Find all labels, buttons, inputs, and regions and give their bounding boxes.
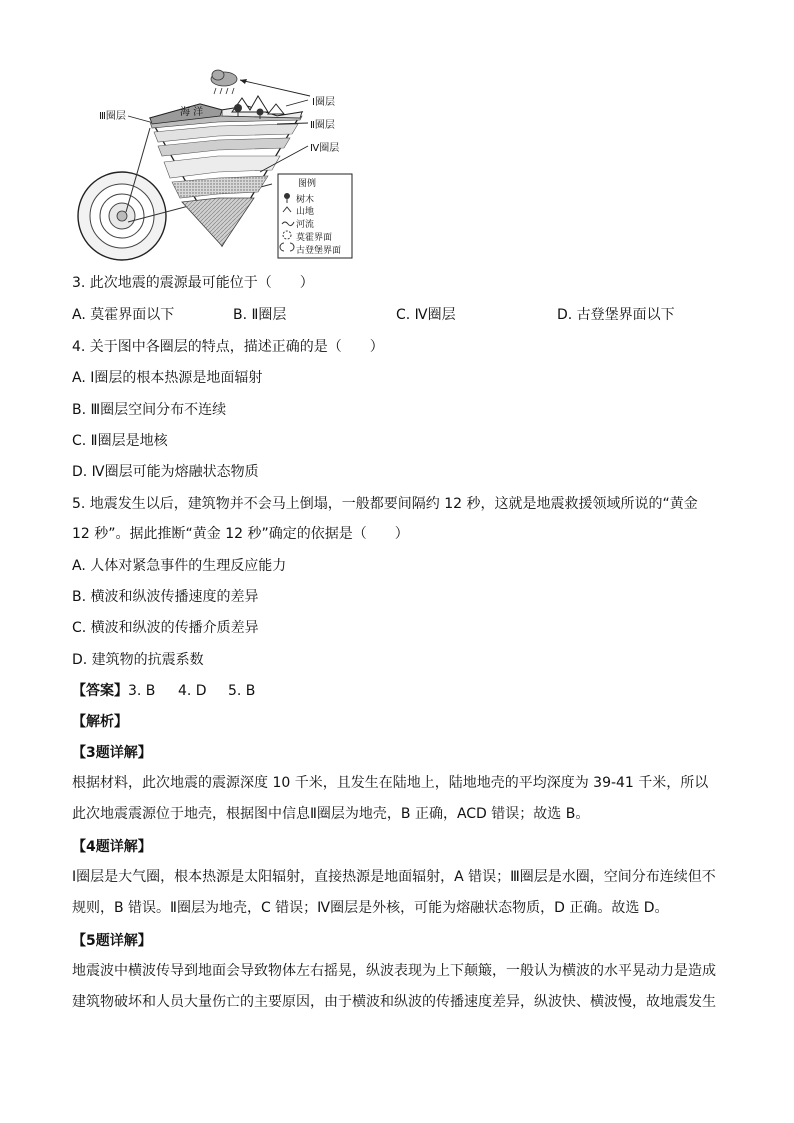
legend-title: 图例 <box>298 179 317 189</box>
question-3-option-c: C. Ⅳ圈层 <box>396 307 456 323</box>
layer2-label: Ⅱ圈层 <box>310 120 335 131</box>
ocean-label: 海 洋 <box>180 107 204 118</box>
question-5-option-b: B. 横波和纵波传播速度的差异 <box>72 589 259 605</box>
layer1-label: Ⅰ圈层 <box>312 97 335 108</box>
legend-item-river: 河流 <box>296 220 315 230</box>
answer-4: 4. D <box>178 683 207 699</box>
question-5-option-c: C. 横波和纵波的传播介质差异 <box>72 620 259 636</box>
question-3-stem: 3. 此次地震的震源最可能位于（ ） <box>72 275 314 291</box>
question-4-option-b: B. Ⅲ圈层空间分布不连续 <box>72 402 227 418</box>
legend-item-mountain: 山地 <box>296 207 315 217</box>
question-4-option-c: C. Ⅱ圈层是地核 <box>72 433 168 449</box>
detail-5-heading: 【5题详解】 <box>72 933 152 949</box>
layer3-label: Ⅲ圈层 <box>99 111 126 122</box>
question-4-option-a: A. Ⅰ圈层的根本热源是地面辐射 <box>72 370 263 386</box>
detail-4-text: Ⅰ圈层是大气圈，根本热源是太阳辐射，直接热源是地面辐射，A 错误；Ⅲ圈层是水圈，空间分布连续但不规则，B 错误。Ⅱ圈层为地壳，C 错误；Ⅳ圈层是外核，可能为熔融状态物质，D 正确。故选 D。 <box>72 869 716 916</box>
answer-3: 3. B <box>128 683 156 699</box>
question-3-option-a: A. 莫霍界面以下 <box>72 307 175 323</box>
layer4-label: Ⅳ圈层 <box>310 143 340 154</box>
earth-layers-figure <box>72 66 362 262</box>
answer-label: 【答案】 <box>72 683 128 699</box>
question-5-option-a: A. 人体对紧急事件的生理反应能力 <box>72 558 287 574</box>
cloud-icon <box>211 70 237 94</box>
detail-3-heading: 【3题详解】 <box>72 745 152 761</box>
question-5-stem-line2: 12 秒”。据此推断“黄金 12 秒”确定的依据是（ ） <box>72 526 409 542</box>
question-5-stem-line1: 5. 地震发生以后，建筑物并不会马上倒塌，一般都要间隔约 12 秒，这就是地震救援领域所说的“黄金 <box>72 496 698 512</box>
question-5-option-d: D. 建筑物的抗震系数 <box>72 652 204 668</box>
question-4-option-d: D. Ⅳ圈层可能为熔融状态物质 <box>72 464 259 480</box>
legend-item-gutenberg: 古登堡界面 <box>296 246 342 256</box>
detail-5-text: 地震波中横波传导到地面会导致物体左右摇晃，纵波表现为上下颠簸，一般认为横波的水平晃动力是造成建筑物破坏和人员大量伤亡的主要原因，由于横波和纵波的传播速度差异，纵波快、横波慢，故地震发生 <box>72 963 716 1010</box>
question-3-option-b: B. Ⅱ圈层 <box>233 307 287 323</box>
analysis-label: 【解析】 <box>72 714 128 730</box>
answer-5: 5. B <box>228 683 256 699</box>
legend-item-tree: 树木 <box>296 195 315 205</box>
question-3-option-d: D. 古登堡界面以下 <box>557 307 675 323</box>
detail-3-text: 根据材料，此次地震的震源深度 10 千米，且发生在陆地上，陆地地壳的平均深度为 39-41 千米，所以此次地震震源位于地壳，根据图中信息Ⅱ圈层为地壳，B 正确，ACD 错误；故选 B。 <box>72 775 709 822</box>
detail-4-heading: 【4题详解】 <box>72 839 152 855</box>
globe <box>78 172 166 260</box>
question-4-stem: 4. 关于图中各圈层的特点，描述正确的是（ ） <box>72 339 384 355</box>
legend-item-moho: 莫霍界面 <box>296 233 333 243</box>
